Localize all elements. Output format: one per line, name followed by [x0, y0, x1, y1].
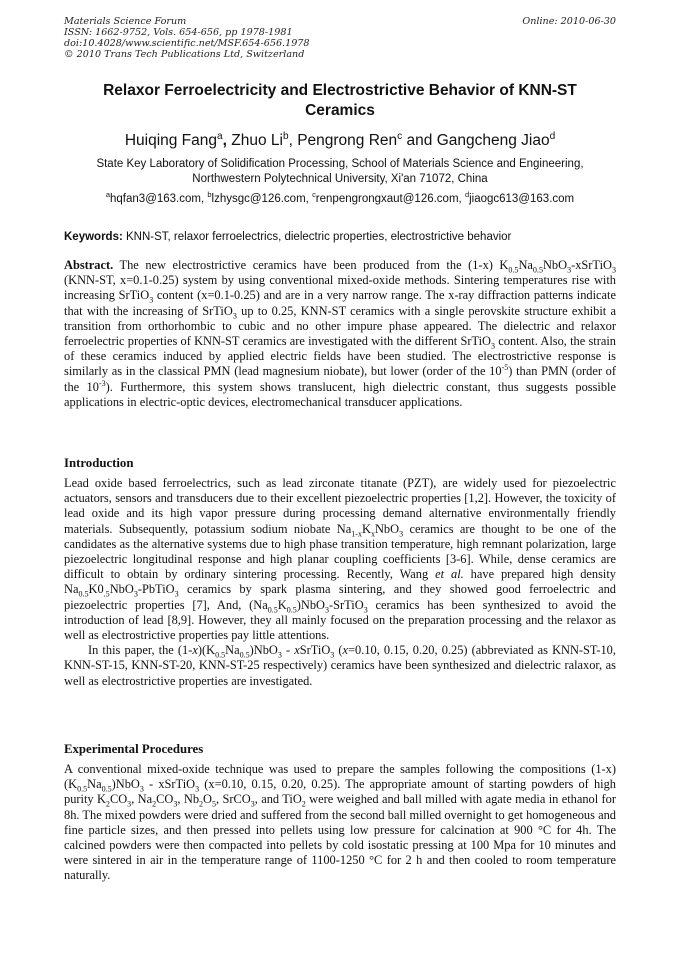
abstract-text: content (x=0.1-0.25) and are in a very narrow range. The x-ray diffraction patterns indicate that with the increasing of SrTiO: [64, 288, 616, 318]
subscript: x: [370, 529, 375, 539]
body-text: (x=0.10, 0.15, 0.20, 0.25). The appropriate amount of starting powders of high purity K: [64, 777, 616, 807]
body-text: K0: [88, 582, 104, 597]
author-separator: ,: [288, 132, 293, 149]
subscript: 0.5: [77, 784, 88, 794]
email-4-mark: d: [464, 190, 470, 200]
author-emails: [64, 192, 616, 207]
subscript: 3: [330, 650, 335, 660]
body-text: )NbO: [296, 597, 325, 612]
subscript: 3: [611, 265, 616, 275]
author-separator: ,: [222, 132, 227, 149]
body-text: were weighed and ball milled with agate media in ethanol for 8h. The mixed powders were dried and suffered from the second ball milled overnight to get homogeneous and fine particle sizes, and then pressed into pellets using low pressure for calcination at 900 °C for 4h. The calcined powders were then compacted into pellets by cold isostatic pressing at 100 Mpa for 10 minutes and were sintered in air in the temperature range of 1100-1250 °C for 2 h and then cooled to room temperature naturally.: [64, 792, 616, 883]
abstract-text: The new electrostrictive ceramics have been produced from the (1-x) K: [119, 258, 509, 272]
email-1[interactable]: hqfan3@163.com,: [110, 193, 205, 205]
body-text: , Na: [131, 792, 153, 807]
body-text: (: [334, 643, 343, 658]
subscript: 3: [173, 799, 178, 809]
author-3: Pengrong Ren: [297, 132, 398, 149]
copyright-line: © 2010 Trans Tech Publications Ltd, Switzerland: [64, 49, 305, 60]
email-4[interactable]: jiaogc613@163.com: [469, 193, 575, 205]
author-4: Gangcheng Jiao: [436, 132, 550, 149]
body-text: =0.10, 0.15, 0.20, 0.25) (abbreviated as KNN-ST-10, KNN-ST-15, KNN-ST-20, KNN-ST-25 respectively) ceramics have been synthesized and dielectric ralaxor, as well as electrostrictive properties are investigated.: [64, 643, 616, 688]
abstract-text: up to 0.25, KNN-ST ceramics with a single perovskite structure exhibit a transition from orthorhombic to cubic and no other impure phase appeared. The dielectric and relaxor ferroelectric properties of KNN-ST ceramics are investigated with the different SrTiO: [64, 303, 617, 349]
introduction-paragraph-1: [64, 476, 616, 643]
abstract-text: ). Furthermore, this system shows translucent, high dielectric constant, thus suggests possible applications in electric-optic devices, electromechanical transducer applications.: [64, 379, 616, 409]
body-text: NbO: [374, 521, 400, 536]
subscript: 3: [232, 311, 237, 321]
body-text: have prepared high density Na: [64, 567, 616, 597]
subscript: 1-x: [351, 529, 362, 539]
section-heading-introduction: Introduction: [64, 456, 134, 470]
body-text: SrTiO: [299, 643, 331, 658]
author-2-mark: b: [282, 130, 289, 142]
subscript: 3: [277, 650, 282, 660]
email-3[interactable]: renpengrongxaut@126.com,: [315, 193, 462, 205]
email-3-mark: c: [312, 190, 316, 200]
subscript: 3: [567, 265, 572, 275]
body-text: , Nb: [177, 792, 200, 807]
subscript: 0.5: [267, 605, 278, 615]
body-text: )(K: [197, 643, 216, 658]
body-text: -: [281, 643, 295, 658]
title-line-2: Ceramics: [305, 102, 375, 119]
title-line-1: Relaxor Ferroelectricity and Electrostrictive Behavior of KNN-ST: [103, 82, 577, 99]
subscript: 3: [174, 589, 179, 599]
introduction-body: [64, 476, 616, 689]
subscript: 2: [199, 799, 204, 809]
body-text: CO: [109, 792, 128, 807]
body-text: In this paper, the (1-: [88, 643, 193, 658]
subscript: 0.5: [286, 605, 297, 615]
superscript: -5: [501, 363, 509, 373]
body-text: Na: [225, 643, 240, 658]
keywords-label: Keywords:: [64, 231, 123, 243]
subscript: 3: [250, 799, 255, 809]
body-text: Lead oxide based ferroelectrics, such as lead zirconate titanate (PZT), are widely used for piezoelectric actuators, sensors and transducers due to their excellent piezoelectric properties [1,2]. However, the toxicity of lead oxide and its high vapor pressure during processing demand alternative environmentally friendly materials. Subsequently, potassium sodium niobate Na: [64, 476, 616, 536]
subscript: 3: [195, 784, 200, 794]
author-1: Huiqing Fang: [124, 132, 218, 149]
body-text: ceramics by spark plasma sintering, and they showed good ferroelectric and piezoelectric properties [7], And, (Na: [64, 582, 616, 612]
author-3-mark: c: [397, 130, 403, 142]
abstract-paragraph: [64, 258, 616, 410]
body-text: NbO: [109, 582, 134, 597]
body-text: , and TiO: [254, 792, 302, 807]
keywords-text: KNN-ST, relaxor ferroelectrics, dielectric properties, electrostrictive behavior: [126, 231, 512, 243]
author-1-mark: a: [217, 130, 223, 142]
abstract-text: content. Also, the strain of these ceramics induced by applied electric fields have been studied. The electrostrictive response is similarly as in the classical PMN (lead magnesium niobate), but lower (order of the 10: [64, 334, 617, 379]
body-text-italic: x: [342, 643, 349, 658]
body-text-italic: x: [192, 643, 198, 658]
author-2: Zhuo Li: [231, 132, 283, 149]
subscript: 3: [363, 605, 368, 615]
body-text: ceramics has been synthesized to avoid the introduction of lead [8,9]. However, they all mainly focused on the preparation processing and the relaxor as well as electrostrictive properties pay little attentions.: [64, 597, 616, 643]
body-text: ceramics are thought to be one of the candidates as the alternative systems due to high phase transition temperature, high remnant polarization, large piezoelectric longitudinal response and high planar coupling coefficients [3-6]. While, dense ceramics are difficult to obtain by ordinary sintering processing. Recently, Wang: [64, 521, 617, 582]
subscript: .5: [103, 589, 110, 599]
affiliation: [64, 157, 616, 187]
abstract-text: Na: [518, 258, 533, 272]
keywords: [64, 230, 616, 245]
body-text: A conventional mixed-oxide technique was used to prepare the samples following the compositions (1-x)(K: [64, 762, 616, 792]
subscript: 0.5: [215, 650, 226, 660]
experimental-paragraph: [64, 762, 616, 884]
body-text: K: [277, 597, 287, 612]
body-text-italic: x: [294, 643, 300, 658]
paper-title: [64, 81, 616, 121]
email-2-mark: b: [207, 190, 212, 200]
body-text: -PbTiO: [137, 582, 175, 597]
abstract-text: NbO: [542, 258, 568, 272]
subscript: 0.5: [78, 589, 89, 599]
subscript: 3: [139, 784, 144, 794]
affiliation-line-2: Northwestern Polytechnical University, Xi'an 71072, China: [192, 173, 488, 185]
author-conjunction: and: [406, 132, 433, 149]
body-text: - xSrTiO: [143, 777, 196, 792]
body-text: -SrTiO: [329, 597, 364, 612]
body-text: CO: [156, 792, 174, 807]
body-text: Na: [87, 777, 102, 792]
section-heading-experimental: Experimental Procedures: [64, 742, 204, 756]
subscript: 5: [212, 799, 217, 809]
online-date: Online: 2010-06-30: [522, 16, 616, 27]
email-2[interactable]: lzhysgc@126.com,: [211, 193, 309, 205]
subscript: 2: [152, 799, 157, 809]
subscript: 3: [133, 589, 138, 599]
subscript: 3: [149, 295, 154, 305]
subscript: 3: [127, 799, 132, 809]
journal-header: [64, 16, 310, 60]
body-text: K: [361, 521, 371, 536]
subscript: 2: [301, 799, 306, 809]
subscript: 2: [105, 799, 110, 809]
subscript: 0.5: [239, 650, 250, 660]
body-text: )NbO: [111, 777, 140, 792]
abstract-label: Abstract.: [64, 258, 114, 272]
introduction-paragraph-2: [64, 643, 616, 689]
issn-line: ISSN: 1662-9752, Vols. 654-656, pp 1978-1981: [64, 27, 293, 38]
body-text-italic: et al.: [435, 567, 464, 582]
subscript: 3: [491, 341, 496, 351]
subscript: 0.5: [508, 265, 519, 275]
body-text: O: [203, 792, 212, 807]
author-list: [64, 131, 616, 151]
body-text: , SrCO: [216, 792, 251, 807]
doi-line[interactable]: doi:10.4028/www.scientific.net/MSF.654-656.1978: [64, 38, 310, 49]
subscript: 0.5: [532, 265, 543, 275]
subscript: 3: [399, 529, 404, 539]
affiliation-line-1: State Key Laboratory of Solidification Processing, School of Materials Science and Engineering,: [96, 158, 584, 170]
author-4-mark: d: [549, 130, 556, 142]
body-text: )NbO: [249, 643, 278, 658]
superscript: -3: [98, 378, 106, 388]
subscript: 0.5: [101, 784, 112, 794]
abstract-text: ) than PMN (order of the 10: [64, 364, 617, 394]
subscript: 3: [324, 605, 330, 615]
abstract-text: -xSrTiO: [571, 258, 612, 272]
abstract-text: (KNN-ST, x=0.1-0.25) system by using conventional mixed-oxide methods. Sintering temperatures rise with increasing SrTiO: [64, 273, 616, 303]
email-1-mark: a: [105, 190, 111, 200]
journal-name: Materials Science Forum: [64, 16, 187, 27]
